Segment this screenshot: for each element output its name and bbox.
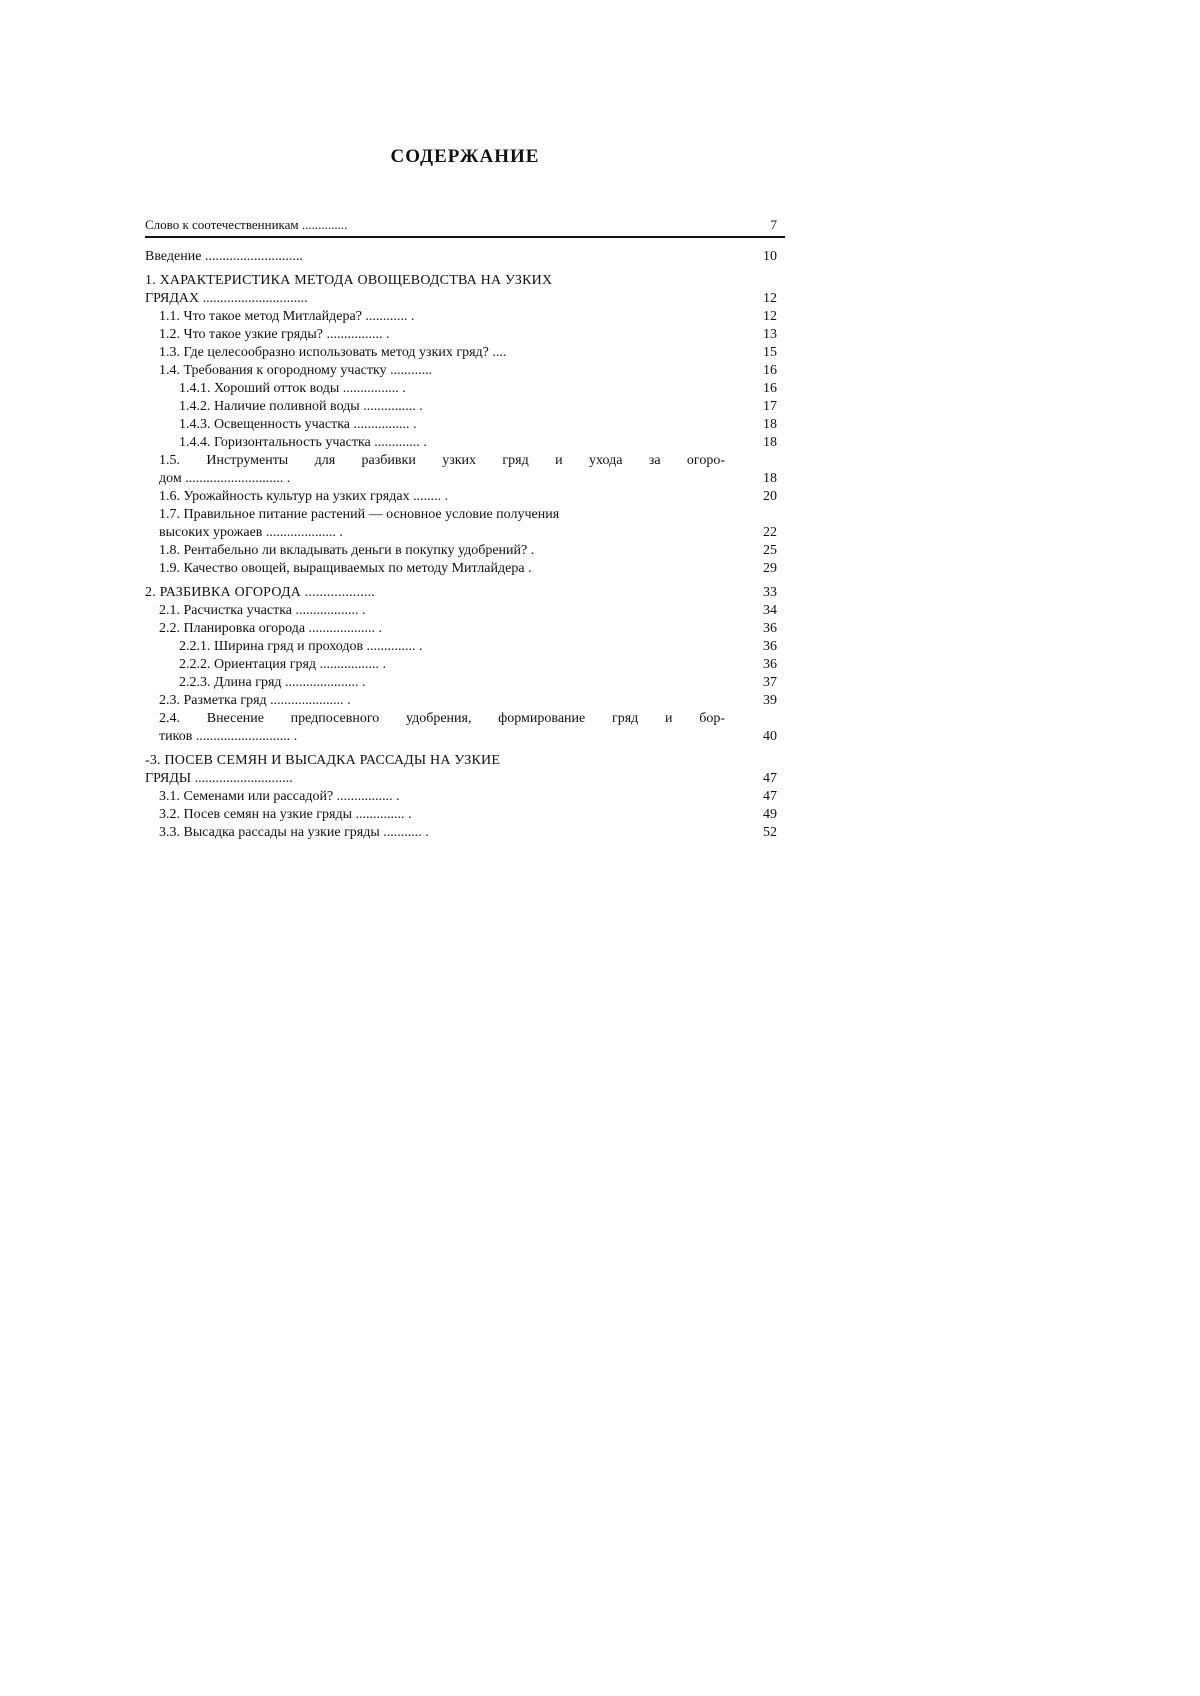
toc-entry [145,674,785,692]
toc-entry-title: 1.3. Где целесообразно использовать метод узких гряд? .... [159,345,507,360]
toc-entry [145,248,785,266]
toc-entry-title: дом ............................ . [159,471,291,486]
toc-entry-page: 34 [763,603,777,618]
toc-entry-page: 18 [763,471,777,486]
toc-entry-page: 7 [770,217,777,232]
toc-entry [145,620,785,638]
toc-entry-title: 1.4.2. Наличие поливной воды ............... . [179,399,423,414]
toc-entry-title: ГРЯДЫ ............................ [145,771,293,786]
toc-entry-title: 2.3. Разметка гряд ..................... . [159,693,351,708]
toc-entry-title: 2.1. Расчистка участка .................. . [159,603,366,618]
toc-entry-title: Введение ............................ [145,249,303,264]
toc-entry-page: 49 [763,807,777,822]
toc-entry-page: 12 [763,291,777,306]
toc-entry-page: 36 [763,657,777,672]
toc-entry [145,824,785,842]
toc-entry-title: 1.5. Инструменты для разбивки узких гряд и ухода за огоро- [159,453,725,468]
toc-entry-title: 1.2. Что такое узкие гряды? ................ . [159,327,390,342]
toc-entry-page: 10 [763,249,777,264]
toc-entry-title: 1.1. Что такое метод Митлайдера? ............ . [159,309,415,324]
toc-entry-title: 1.6. Урожайность культур на узких грядах ........ . [159,489,449,504]
toc-entry-title: 1.4. Требования к огородному участку ............ [159,363,433,378]
toc-entry-page: 20 [763,489,777,504]
toc-entry [145,326,785,344]
toc-entry-page: 25 [763,543,777,558]
toc-entry [145,470,785,488]
toc-entry [145,290,785,308]
toc-entry [145,728,785,746]
table-of-contents [145,216,785,842]
toc-entry-page: 36 [763,621,777,636]
toc-entry-page: 40 [763,729,777,744]
toc-entry [145,602,785,620]
toc-entry [145,434,785,452]
toc-entry [145,506,785,524]
toc-entry-title: 3.2. Посев семян на узкие гряды .............. . [159,807,412,822]
toc-entry-page: 17 [763,399,777,414]
toc-entry-title: 1. ХАРАКТЕРИСТИКА МЕТОДА ОВОЩЕВОДСТВА НА УЗКИХ [145,273,553,288]
toc-entry [145,806,785,824]
toc-entry [145,216,785,238]
toc-entry [145,752,785,770]
toc-entry-page: 16 [763,363,777,378]
toc-entry [145,584,785,602]
toc-entry-page: 22 [763,525,777,540]
toc-entry-title: 1.4.1. Хороший отток воды ................ . [179,381,406,396]
toc-entry-title: 1.9. Качество овощей, выращиваемых по методу Митлайдера . [159,561,532,576]
toc-entry [145,542,785,560]
toc-entry-page: 13 [763,327,777,342]
toc-entry [145,524,785,542]
toc-entry [145,416,785,434]
toc-entry [145,488,785,506]
toc-entry-page: 47 [763,771,777,786]
toc-entry [145,710,785,728]
toc-entry-page: 33 [763,585,777,600]
toc-entry-page: 18 [763,417,777,432]
toc-entry [145,770,785,788]
toc-entry-title: 1.7. Правильное питание растений — основное условие получения [159,507,560,522]
toc-entry-title: 1.4.3. Освещенность участка ................ . [179,417,417,432]
toc-entry [145,656,785,674]
toc-entry [145,380,785,398]
toc-entry-title: -3. ПОСЕВ СЕМЯН И ВЫСАДКА РАССАДЫ НА УЗКИЕ [145,753,501,768]
toc-entry-page: 39 [763,693,777,708]
toc-entry-title: Слово к соотечественникам .............. [145,217,348,232]
toc-entry-page: 16 [763,381,777,396]
toc-entry-title: 3.3. Высадка рассады на узкие гряды ........... . [159,825,429,840]
toc-entry-page: 52 [763,825,777,840]
toc-entry-title: 2.2. Планировка огорода ................... . [159,621,383,636]
toc-entry-title: 2. РАЗБИВКА ОГОРОДА ................... [145,585,376,600]
page-title: СОДЕРЖАНИЕ [390,146,540,167]
toc-entry [145,362,785,380]
toc-entry-page: 18 [763,435,777,450]
toc-entry-page: 15 [763,345,777,360]
toc-entry [145,308,785,326]
toc-entry-title: 1.4.4. Горизонтальность участка ............. . [179,435,427,450]
toc-entry [145,788,785,806]
toc-entry [145,638,785,656]
toc-entry-title: 3.1. Семенами или рассадой? ................ . [159,789,400,804]
toc-entry-title: тиков ........................... . [159,729,298,744]
toc-entry-title: 2.2.2. Ориентация гряд ................. . [179,657,387,672]
toc-entry [145,344,785,362]
toc-entry-title: ГРЯДАХ .............................. [145,291,308,306]
toc-entry-title: 1.8. Рентабельно ли вкладывать деньги в покупку удобрений? . [159,543,535,558]
toc-entry [145,452,785,470]
toc-entry-page: 36 [763,639,777,654]
toc-entry-page: 29 [763,561,777,576]
toc-entry-title: 2.4. Внесение предпосевного удобрения, формирование гряд и бор- [159,711,725,726]
toc-entry-page: 37 [763,675,777,690]
toc-entry [145,272,785,290]
toc-entry [145,560,785,578]
toc-entry-title: высоких урожаев .................... . [159,525,343,540]
toc-entry-title: 2.2.1. Ширина гряд и проходов .............. . [179,639,423,654]
toc-entry-title: 2.2.3. Длина гряд ..................... . [179,675,366,690]
toc-entry-page: 47 [763,789,777,804]
toc-entry [145,692,785,710]
toc-entry [145,398,785,416]
toc-entry-page: 12 [763,309,777,324]
